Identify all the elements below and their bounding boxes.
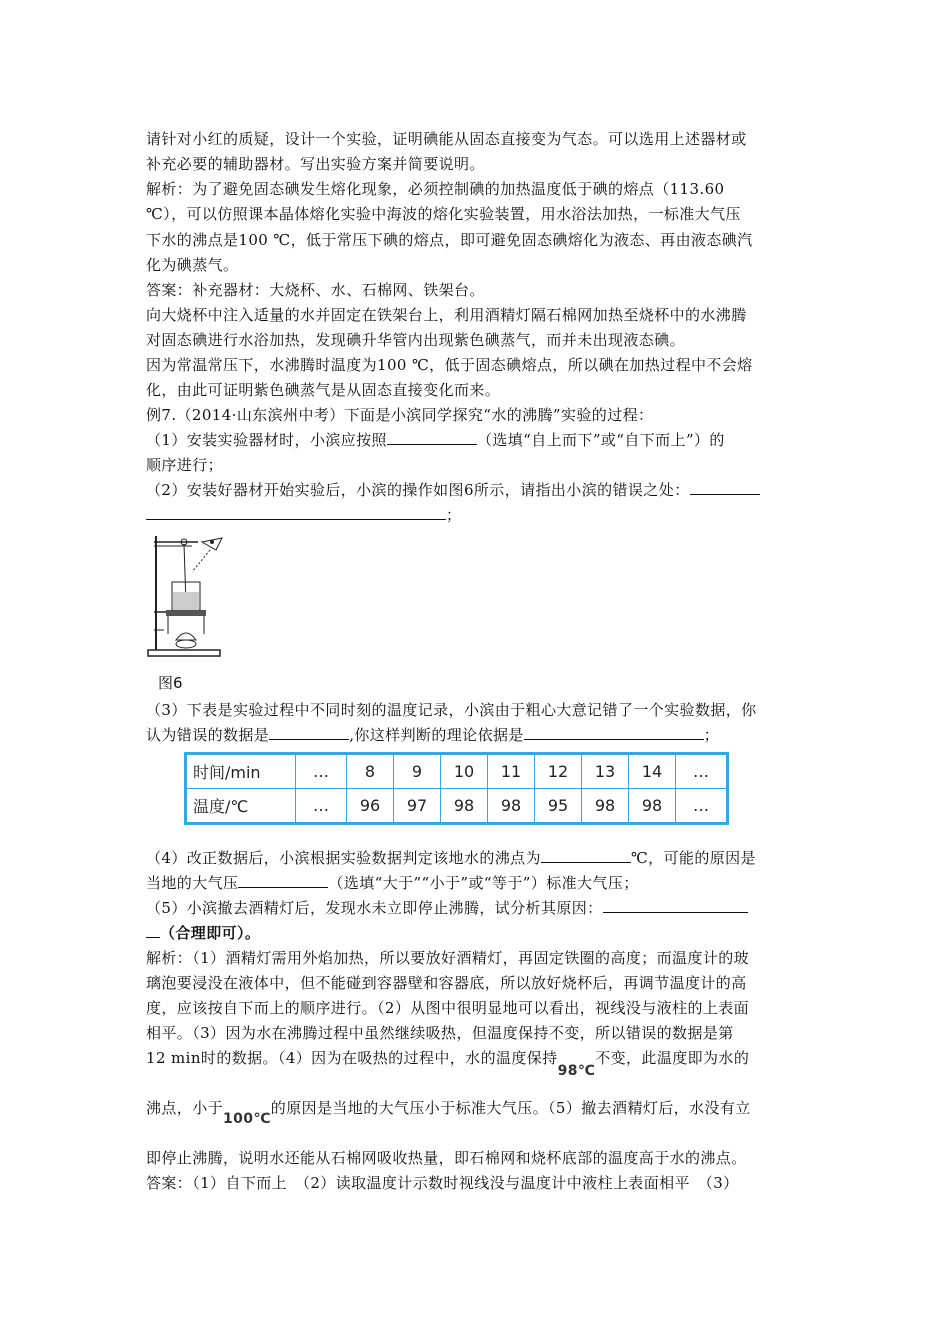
question-4: （4）改正数据后，小滨根据实验数据判定该地水的沸点为 ℃，可能的原因是 <box>146 846 806 870</box>
solution-line: 沸点，小于100℃的原因是当地的大气压小于标准大气压。（5）撤去酒精灯后，水没有立 <box>146 1096 806 1121</box>
text-line: 解析：为了避免固态碘发生熔化现象，必须控制碘的加热温度低于碘的熔点（113.60 <box>146 180 725 198</box>
text-line: 下水的沸点是100 ℃，低于常压下碘的熔点，即可避免固态碘熔化为液态、再由液态碘汽 <box>146 231 753 249</box>
temp-cell: 98 <box>582 789 629 824</box>
text-line: 因为常温常压下，水沸腾时温度为100 ℃，低于固态碘熔点，所以碘在加热过程中不会熔 <box>146 356 753 374</box>
solution-line: 相平。（3）因为水在沸腾过程中虽然继续吸热，但温度保持不变，所以错误的数据是第 <box>146 1024 734 1042</box>
row-header-temp: 温度/℃ <box>186 789 296 824</box>
time-cell: 14 <box>629 754 676 789</box>
question-5: （5）小滨撤去酒精灯后，发现水未立即停止沸腾，试分析其原因： <box>146 896 806 920</box>
boiling-apparatus-figure <box>146 530 224 662</box>
time-cell: 13 <box>582 754 629 789</box>
answer-blank[interactable] <box>541 846 631 863</box>
temp-cell: 96 <box>347 789 394 824</box>
text-line: ℃），可以仿照课本晶体熔化实验中海波的熔化实验装置，用水浴法加热，一标准大气压 <box>146 205 741 223</box>
text-line: 顺序进行； <box>146 456 224 474</box>
time-cell: 8 <box>347 754 394 789</box>
solution-line: 即停止沸腾，说明水还能从石棉网吸收热量，即石棉网和烧杯底部的温度高于水的沸点。 <box>146 1149 747 1167</box>
time-cell: 9 <box>394 754 441 789</box>
solution-line: 解析：（1）酒精灯需用外焰加热，所以要放好酒精灯，再固定铁圈的高度；而温度计的玻 <box>146 949 750 967</box>
temp-cell: … <box>676 789 728 824</box>
answer-blank[interactable] <box>524 723 704 740</box>
question-1: （1）安装实验器材时，小滨应按照 （选填“自上而下”或“自下而上”）的 <box>146 428 806 452</box>
question-2-cont: ； <box>146 503 806 527</box>
row-header-time: 时间/min <box>186 754 296 789</box>
answer-blank[interactable] <box>146 503 446 520</box>
temperature-table <box>184 752 729 825</box>
temp-cell: 98 <box>488 789 535 824</box>
temp-cell: 98 <box>441 789 488 824</box>
text-line: 对固态碘进行水浴加热，发现碘升华管内出现紫色碘蒸气，而并未出现液态碘。 <box>146 331 686 349</box>
text-line: 化，由此可证明紫色碘蒸气是从固态直接变化而来。 <box>146 381 501 399</box>
temp-cell: … <box>296 789 347 824</box>
time-cell: … <box>296 754 347 789</box>
table-row <box>186 754 728 789</box>
question-5-cont: （合理即可）。 <box>146 921 806 945</box>
question-2: （2）安装好器材开始实验后，小滨的操作如图6所示，请指出小滨的错误之处： <box>146 478 806 502</box>
answer-blank[interactable] <box>146 921 160 938</box>
example-title: 例7.（2014·山东滨州中考）下面是小滨同学探究“水的沸腾”实验的过程： <box>146 406 654 424</box>
question-3-cont: 认为错误的数据是 ,你这样判断的理论依据是 ； <box>146 723 806 747</box>
figure-caption: 图6 <box>158 674 183 692</box>
answer-blank[interactable] <box>603 896 748 913</box>
question-4-cont: 当地的大气压 （选填“大于”“小于”或“等于”）标准大气压； <box>146 871 806 895</box>
answer-blank[interactable] <box>690 478 760 495</box>
answer-blank[interactable] <box>238 871 328 888</box>
text-line: 请针对小红的质疑，设计一个实验，证明碘能从固态直接变为气态。可以选用上述器材或 <box>146 130 747 148</box>
temp-cell: 95 <box>535 789 582 824</box>
text-line: 答案：补充器材：大烧杯、水、石棉网、铁架台。 <box>146 281 485 299</box>
solution-line: 度，应该按自下而上的顺序进行。（2）从图中很明显地可以看出，视线没与液柱的上表面 <box>146 999 750 1017</box>
answer-line: 答案：（1）自下而上 （2）读取温度计示数时视线没与温度计中液柱上表面相平 （3） <box>146 1174 739 1192</box>
temp-cell: 97 <box>394 789 441 824</box>
text-line: 向大烧杯中注入适量的水并固定在铁架台上，利用酒精灯隔石棉网加热至烧杯中的水沸腾 <box>146 306 747 324</box>
formula-image-100c: 100℃ <box>223 1111 271 1127</box>
solution-line: 璃泡要浸没在液体中，但不能碰到容器壁和容器底，所以放好烧杯后，再调节温度计的高 <box>146 974 747 992</box>
answer-blank[interactable] <box>269 723 349 740</box>
answer-blank[interactable] <box>387 428 477 445</box>
formula-image-98c: 98℃ <box>557 1063 596 1079</box>
time-cell: 11 <box>488 754 535 789</box>
text-line: 化为碘蒸气。 <box>146 256 239 274</box>
table-row <box>186 789 728 824</box>
time-cell: 12 <box>535 754 582 789</box>
text-line: 补充必要的辅助器材。写出实验方案并简要说明。 <box>146 155 485 173</box>
time-cell: … <box>676 754 728 789</box>
temp-cell: 98 <box>629 789 676 824</box>
time-cell: 10 <box>441 754 488 789</box>
solution-line: 12 min时的数据。（4）因为在吸热的过程中，水的温度保持98℃不变，此温度即为水的 <box>146 1046 806 1071</box>
question-3: （3）下表是实验过程中不同时刻的温度记录，小滨由于粗心大意记错了一个实验数据，你 <box>146 701 757 719</box>
